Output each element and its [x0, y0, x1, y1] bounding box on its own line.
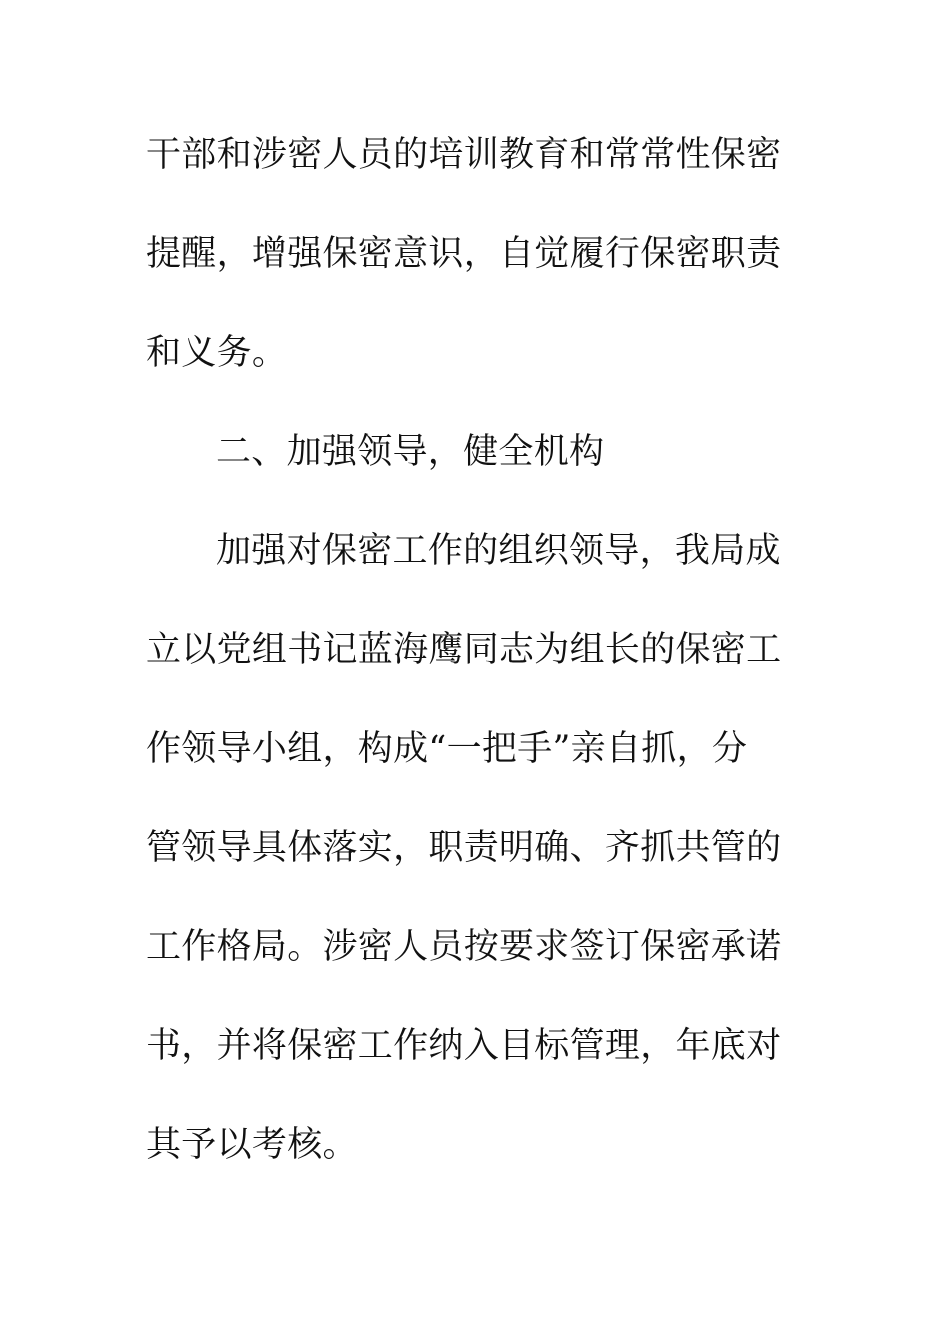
paragraph-line: 工作格局。涉密人员按要求签订保密承诺: [146, 927, 782, 967]
paragraph-line: 书，并将保密工作纳入目标管理，年底对: [146, 1026, 782, 1066]
paragraph-line: 其予以考核。: [146, 1125, 358, 1165]
paragraph-line: 作领导小组，构成“一把手”亲自抓，分: [146, 729, 748, 769]
paragraph-line: 加强对保密工作的组织领导，我局成: [216, 531, 781, 571]
paragraph-line: 立以党组书记蓝海鹰同志为组长的保密工: [146, 630, 782, 670]
paragraph-line: 提醒，增强保密意识，自觉履行保密职责: [146, 234, 782, 274]
section-heading: 二、加强领导，健全机构: [216, 432, 605, 472]
paragraph-line: 干部和涉密人员的培训教育和常常性保密: [146, 135, 782, 175]
paragraph-line: 和义务。: [146, 333, 288, 373]
paragraph-line: 管领导具体落实，职责明确、齐抓共管的: [146, 828, 782, 868]
